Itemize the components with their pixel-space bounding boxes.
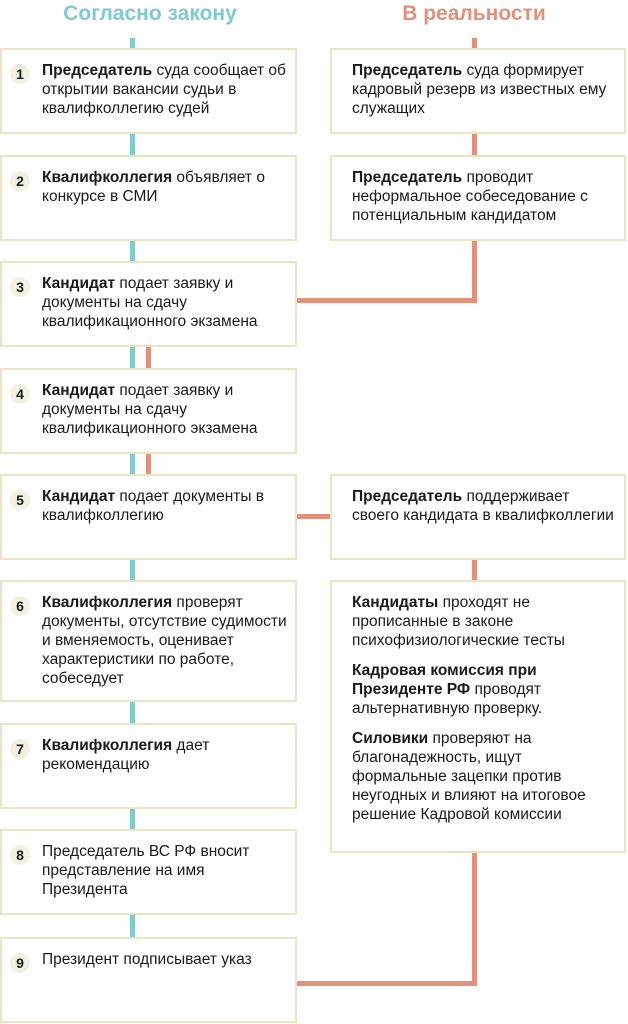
step-text: проводят альтернативную проверку. <box>352 681 543 717</box>
step-actor: Председатель <box>352 169 463 186</box>
law-step-7 <box>0 723 297 809</box>
law-step-6 <box>0 580 297 702</box>
step-number-badge: 9 <box>10 953 30 973</box>
step-actor: Кандидаты <box>352 594 439 611</box>
step-actor: Председатель <box>42 62 153 79</box>
step-number-badge: 7 <box>10 739 30 759</box>
step-text: Председатель ВС РФ вносит представление на имя Президента <box>42 843 250 898</box>
step-number-badge: 4 <box>10 384 30 404</box>
step-actor: Председатель <box>352 62 463 79</box>
law-step-4 <box>0 368 297 454</box>
step-actor: Кадровая комиссия при Президенте РФ <box>352 662 537 698</box>
law-step-5 <box>0 474 297 560</box>
step-text: подает заявку и документы на сдачу квалификационного экзамена <box>42 275 258 330</box>
step-actor: Кандидат <box>42 488 116 505</box>
law-step-2 <box>0 155 297 241</box>
step-actor: Кандидат <box>42 382 116 399</box>
reality-paragraph <box>352 661 616 718</box>
step-actor: Председатель <box>352 488 463 505</box>
step-text: подает документы в квалифколлегию <box>42 488 265 524</box>
step-text: дает рекомендацию <box>42 737 210 773</box>
law-step-8 <box>0 829 297 915</box>
step-number-badge: 5 <box>10 490 30 510</box>
step-number-badge: 8 <box>10 845 30 865</box>
step-number-badge: 2 <box>10 171 30 191</box>
reality-paragraph <box>352 729 616 824</box>
reality-step-4 <box>330 580 626 853</box>
step-actor: Кандидат <box>42 275 116 292</box>
step-text: проверят документы, отсутствие судимости и вменяемость, оценивает характеристики по работе, собеседует <box>42 594 287 687</box>
step-text: поддерживает своего кандидата в квалифколлегии <box>352 488 614 524</box>
step-number-badge: 3 <box>10 277 30 297</box>
step-text: проводит неформальное собеседование с потенциальным кандидатом <box>352 169 588 224</box>
step-text: проверяют на благонадежность, ищут формальные зацепки против неугодных и влияют на итоговое решение Кадровой комиссии <box>352 730 586 823</box>
law-step-9 <box>0 937 297 1023</box>
reality-step-1 <box>330 48 626 134</box>
law-step-3 <box>0 261 297 347</box>
step-text: Президент подписывает указ <box>42 951 252 968</box>
step-number-badge: 6 <box>10 596 30 616</box>
step-text: суда сообщает об открытии вакансии судьи в квалифколлегию судей <box>42 62 286 117</box>
step-actor: Квалифколлегия <box>42 737 173 754</box>
reality-step-2 <box>330 155 626 241</box>
step-actor: Квалифколлегия <box>42 169 173 186</box>
step-text: подает заявку и документы на сдачу квалификационного экзамена <box>42 382 258 437</box>
step-text: объявляет о конкурсе в СМИ <box>42 169 265 205</box>
reality-branch-to-step-9 <box>296 981 477 986</box>
reality-branch-to-step-3 <box>296 298 477 303</box>
step-text: проходят не прописанные в законе психофизиологические тесты <box>352 594 565 649</box>
step-actor: Силовики <box>352 730 429 747</box>
reality-step-3 <box>330 474 626 560</box>
reality-paragraph <box>352 593 616 650</box>
step-number-badge: 1 <box>10 64 30 84</box>
reality-branch-to-step-5 <box>296 514 332 519</box>
step-text: суда формирует кадровый резерв из известных ему служащих <box>352 62 607 117</box>
step-actor: Квалифколлегия <box>42 594 173 611</box>
column-title-by-law: Согласно закону <box>63 2 237 25</box>
law-step-1 <box>0 48 297 134</box>
column-title-in-reality: В реальности <box>402 2 546 25</box>
